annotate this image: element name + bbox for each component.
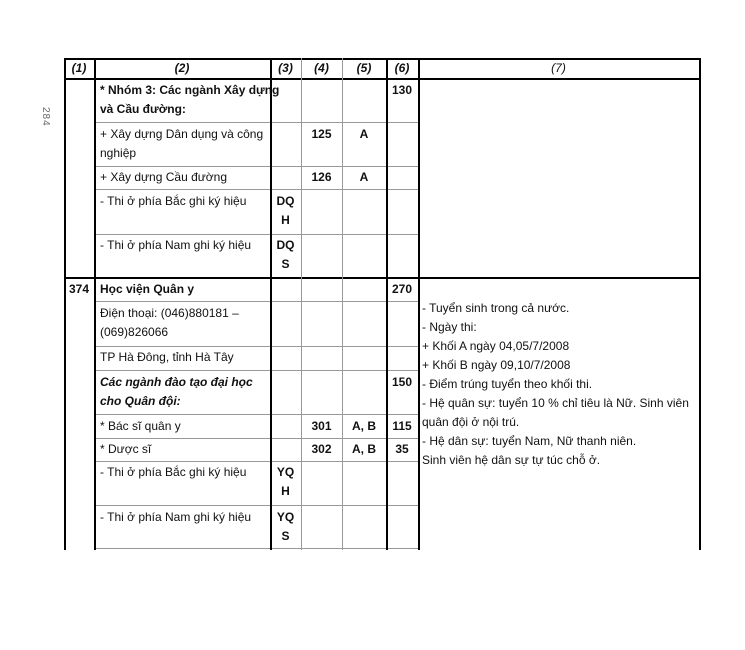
row-divider <box>94 234 419 235</box>
exam-symbol: YQ H <box>276 465 295 498</box>
header-col-3: (3) <box>278 61 293 75</box>
row-divider <box>94 346 419 347</box>
col-border <box>64 58 66 550</box>
exam-symbol: YQ S <box>276 510 295 543</box>
row-divider <box>94 548 419 549</box>
exam-symbol: DQ H <box>276 194 295 227</box>
program-quota: 115 <box>392 419 412 433</box>
row-divider <box>94 166 419 167</box>
row-divider <box>94 189 419 190</box>
col-border <box>699 58 701 550</box>
section-divider <box>64 277 701 279</box>
exam-block: A, B <box>352 419 376 433</box>
school-number: 374 <box>68 282 90 296</box>
program-code: 301 <box>311 419 332 433</box>
school-name: Học viện Quân y <box>100 282 195 296</box>
program-name: + Xây dựng Dân dụng và công nghiệp <box>100 127 264 160</box>
exam-location-north: - Thi ở phía Bắc ghi ký hiệu <box>100 194 247 208</box>
row-divider <box>94 461 419 462</box>
program-code: 125 <box>311 127 332 141</box>
programs-title: Các ngành đào tạo đại học cho Quân đội: <box>100 375 253 408</box>
header-col-4: (4) <box>314 61 329 75</box>
group-quota: 130 <box>391 83 413 97</box>
col-border <box>386 58 388 550</box>
school-notes: - Tuyển sinh trong cả nước. - Ngày thi: + Khối A ngày 04,05/7/2008 + Khối B ngày 09,10/7/2008 - Điểm trúng tuyển theo khối thi. - Hệ quân sự: tuyển 10 % chỉ tiêu là Nữ. Sinh viên quân đội ở nội trú. - Hệ dân sự: tuyển Nam, Nữ thanh niên. Sinh viên hệ dân sự tự túc chỗ ở. <box>422 301 689 467</box>
program-code: 302 <box>311 442 332 456</box>
programs-quota: 150 <box>391 375 413 389</box>
exam-location-south: - Thi ở phía Nam ghi ký hiệu <box>100 510 252 524</box>
school-address: TP Hà Đông, tỉnh Hà Tây <box>100 350 234 364</box>
group-title: * Nhóm 3: Các ngành Xây dựng và Cầu đường: <box>100 83 280 116</box>
admissions-table <box>64 58 701 550</box>
row-divider <box>94 505 419 506</box>
program-code: 126 <box>311 170 332 184</box>
row-divider <box>94 301 419 302</box>
school-phone: Điện thoại: (046)880181 – (069)826066 <box>100 306 239 339</box>
exam-block: A <box>359 170 369 184</box>
exam-symbol: DQ S <box>276 238 295 271</box>
header-bottom-border <box>64 78 701 80</box>
exam-block: A, B <box>352 442 376 456</box>
header-col-6: (6) <box>394 61 410 75</box>
school-total-quota: 270 <box>391 282 413 296</box>
col-border <box>418 58 420 550</box>
page-number: 284 <box>40 107 51 127</box>
header-col-2: (2) <box>174 61 190 75</box>
program-name: + Xây dựng Cầu đường <box>100 170 228 184</box>
header-col-5: (5) <box>356 61 372 75</box>
row-divider <box>94 414 419 415</box>
program-quota: 35 <box>395 442 409 456</box>
program-name: * Dược sĩ <box>100 442 152 456</box>
row-divider <box>94 122 419 123</box>
program-name: * Bác sĩ quân y <box>100 419 181 433</box>
row-divider <box>94 438 419 439</box>
exam-location-south: - Thi ở phía Nam ghi ký hiệu <box>100 238 252 252</box>
exam-location-north: - Thi ở phía Bắc ghi ký hiệu <box>100 465 247 479</box>
header-col-1: (1) <box>71 61 87 75</box>
exam-block: A <box>359 127 369 141</box>
row-divider <box>94 370 419 371</box>
col-border <box>94 58 96 550</box>
header-col-7: (7) <box>551 61 566 75</box>
